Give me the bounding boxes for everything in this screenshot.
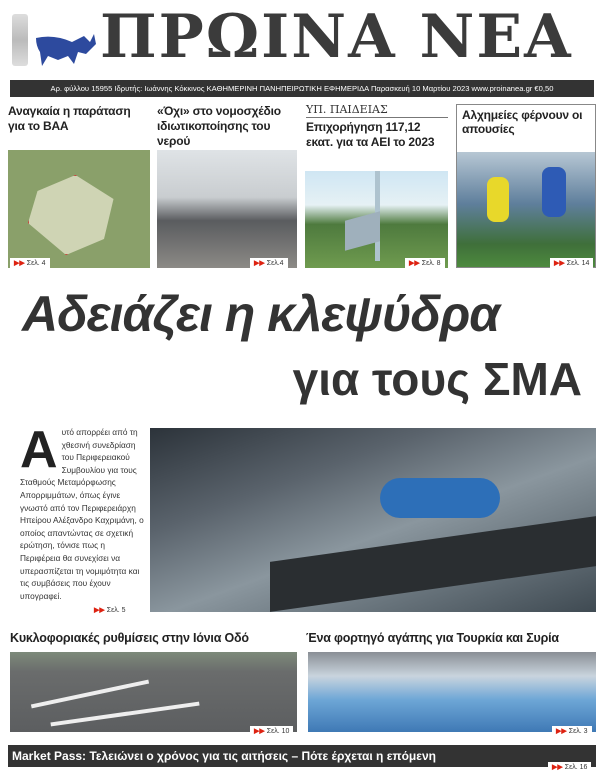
page-ref[interactable]: ▶▶ Σελ.4 [250, 258, 288, 268]
story-headline[interactable]: Επιχορήγηση 117,12 εκατ. για τα ΑΕΙ το 2023 [306, 120, 435, 149]
protest-image [157, 150, 297, 268]
page-label: Σελ.4 [266, 260, 284, 267]
publisher-seal [12, 14, 28, 66]
football-image [457, 152, 595, 267]
lead-headline-line2[interactable]: για τους ΣΜΑ [292, 353, 582, 405]
drop-cap: Α [20, 421, 58, 479]
footer-headline: Market Pass: Τελειώνει ο χρόνος για τις αιτήσεις – Πότε έρχεται η επόμενη [12, 749, 436, 763]
highway-image [10, 652, 297, 732]
story-kicker: ΥΠ. ΠΑΙΔΕΙΑΣ [306, 103, 448, 118]
bull-logo [34, 30, 98, 70]
map-image [8, 150, 150, 268]
page-label: Σελ. 4 [26, 260, 46, 267]
page-label: Σελ. 5 [106, 607, 126, 614]
story-headline[interactable]: Κυκλοφοριακές ρυθμίσεις στην Ιόνια Οδό [10, 631, 249, 645]
monument-image [305, 171, 448, 268]
info-bar: Αρ. φύλλου 15955 Ιδρυτής: Ιωάννης Κόκκινος ΚΑΘΗΜΕΡΙΝΗ ΠΑΝΗΠΕΙΡΩΤΙΚΗ ΕΦΗΜΕΡΙΔΑ Παρασκευή 10 Μαρτίου 2023 www.proinanea.gr €0,50 [10, 80, 594, 97]
page-label: Σελ. 8 [421, 260, 441, 267]
page-ref[interactable]: ▶▶ Σελ. 16 [548, 762, 591, 772]
page-ref[interactable]: ▶▶ Σελ. 5 [90, 605, 130, 615]
page-label: Σελ. 14 [566, 260, 590, 267]
page-ref[interactable]: ▶▶ Σελ. 4 [10, 258, 50, 268]
story-headline[interactable]: Ένα φορτηγό αγάπης για Τουρκία και Συρία [306, 631, 559, 645]
waste-plant-image [150, 428, 596, 612]
lead-body [20, 421, 146, 602]
masthead-title: ΠΡΩΙΝΑ ΝΕΑ [100, 2, 573, 72]
page-ref[interactable]: ▶▶ Σελ. 8 [405, 258, 445, 268]
lead-headline-line1[interactable]: Αδειάζει η κλεψύδρα [22, 286, 500, 342]
story-headline[interactable]: Αναγκαία η παράταση για το ΒΑΑ [8, 104, 131, 133]
page-label: Σελ. 3 [568, 728, 588, 735]
lead-text: υτό απορρέει από τη χθεσινή συνεδρίαση του Περιφερειακού Συμβουλίου για τους Σταθμούς Μεταμόρφωσης Απορριμμάτων, όπως έγινε γνωστό από τον Περιφερειάρχη Ηπείρου Αλέξανδρο Καχριμάνη, ο οποίος απαντώντας σε σχετική ερώτηση, τόνισε πως η Περιφέρεια θα συνεχίσει να υπερασπίζεται τη νομιμότητα και τις συμβάσεις που έχουν υπογραφεί. [20, 427, 144, 601]
page-label: Σελ. 16 [564, 764, 588, 771]
page-ref[interactable]: ▶▶ Σελ. 14 [550, 258, 593, 268]
story-headline[interactable]: Αλχημείες φέρνουν οι απουσίες [462, 108, 583, 136]
page-label: Σελ. 10 [266, 728, 290, 735]
supplies-image [308, 652, 596, 732]
footer-bar[interactable] [8, 745, 596, 767]
page-ref[interactable]: ▶▶ Σελ. 3 [552, 726, 592, 736]
page-ref[interactable]: ▶▶ Σελ. 10 [250, 726, 293, 736]
story-headline[interactable]: «Όχι» στο νομοσχέδιο ιδιωτικοποίησης του νερού [157, 104, 281, 148]
